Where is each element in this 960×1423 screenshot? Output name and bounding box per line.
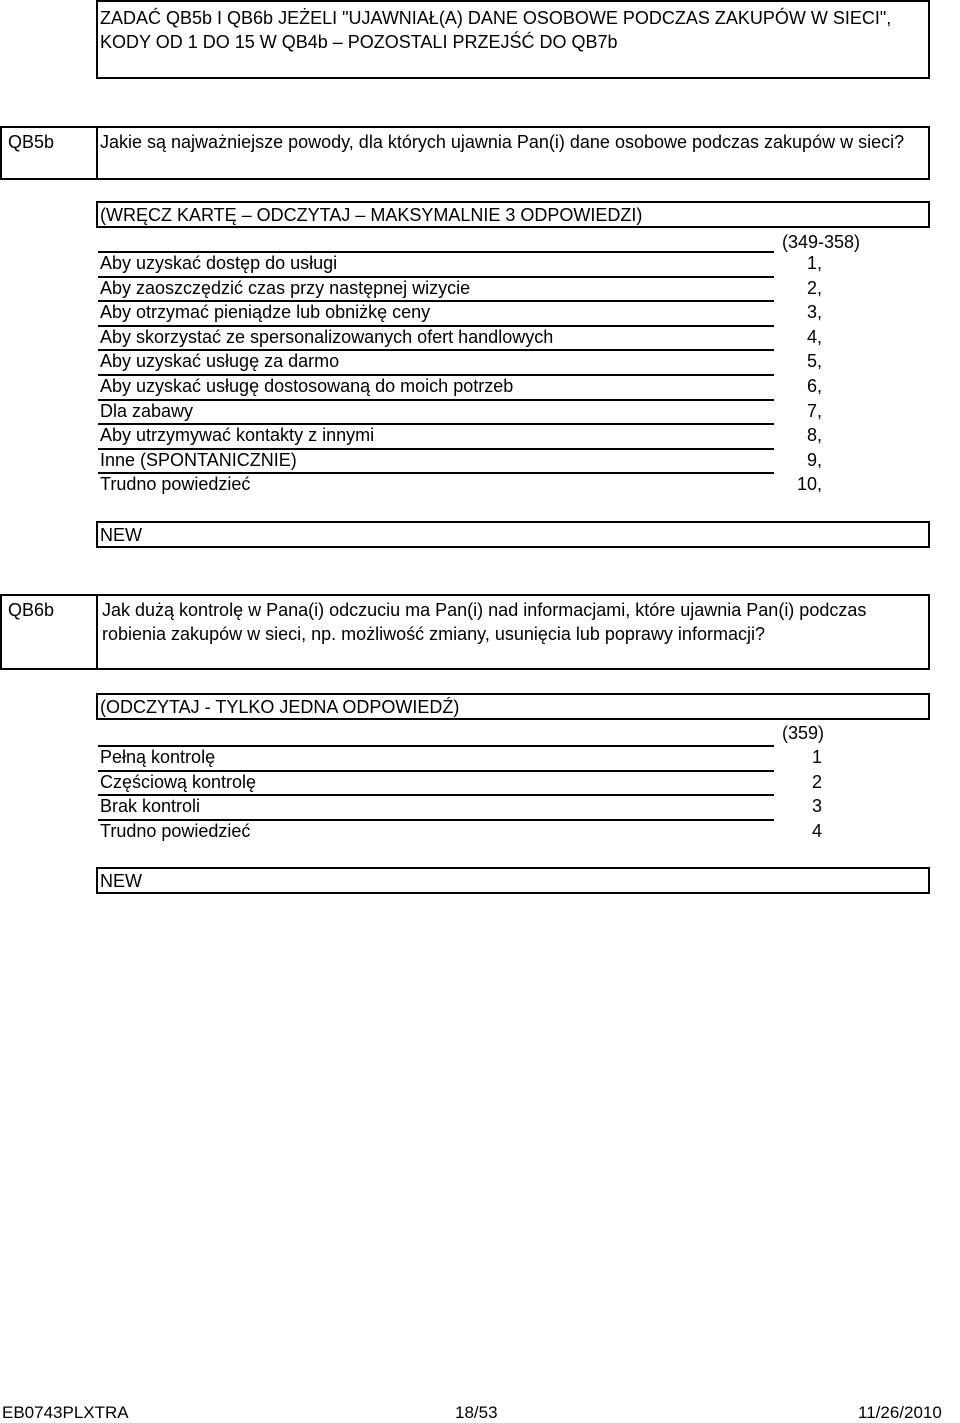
footer-page-number: 18/53 <box>455 1403 498 1422</box>
qb6b-id-cell <box>0 594 98 670</box>
qb6b-option-code: 3 <box>811 796 822 817</box>
instruction-box <box>96 0 930 79</box>
qb6b-option-code: 1 <box>811 747 822 767</box>
qb5b-option-label: Aby skorzystać ze spersonalizowanych ofert handlowych <box>100 326 554 347</box>
qb5b-option-label: Aby uzyskać usługę za darmo <box>100 351 340 372</box>
qb5b-instruction: (WRĘCZ KARTĘ – ODCZYTAJ – MAKSYMALNIE 3 ODPOWIEDZI) <box>100 205 643 225</box>
qb5b-option-label: Aby otrzymać pieniądze lub obniżkę ceny <box>100 302 431 323</box>
qb5b-option-code: 10, <box>796 474 822 495</box>
qb5b-option-code: 5, <box>806 351 822 372</box>
qb5b-option-label: Inne (SPONTANICZNIE) <box>100 449 297 470</box>
qb6b-id: QB6b <box>8 600 55 620</box>
qb5b-new-label: NEW <box>100 525 142 545</box>
qb6b-option-label: Pełną kontrolę <box>100 747 216 767</box>
qb5b-new-bar <box>96 521 930 548</box>
qb5b-option-code: 3, <box>806 302 822 323</box>
qb5b-option-code: 1, <box>806 253 822 273</box>
qb6b-option-label: Częściową kontrolę <box>100 771 257 792</box>
qb6b-option-code: 2 <box>811 771 822 792</box>
qb5b-option-code: 2, <box>806 277 822 298</box>
qb5b-column-range: (349-358) <box>781 232 860 252</box>
qb5b-option-label: Dla zabawy <box>100 400 194 421</box>
qb5b-option-label: Aby uzyskać dostęp do usługi <box>100 253 338 273</box>
qb6b-instruction-bar <box>96 693 930 720</box>
footer-date: 11/26/2010 <box>858 1403 942 1422</box>
footer-document-id: EB0743PLXTRA <box>2 1403 129 1422</box>
qb6b-new-label: NEW <box>100 871 142 891</box>
qb6b-option-code: 4 <box>811 820 822 841</box>
qb5b-option-code: 9, <box>806 449 822 470</box>
qb6b-column-range: (359) <box>781 723 824 743</box>
qb5b-option-label: Trudno powiedzieć <box>100 474 251 495</box>
qb5b-id: QB5b <box>8 132 55 152</box>
qb6b-option-label: Brak kontroli <box>100 796 201 817</box>
qb5b-question-cell <box>96 126 930 180</box>
qb5b-question: Jakie są najważniejsze powody, dla których ujawnia Pan(i) dane osobowe podczas zakupów w sieci? <box>100 132 905 152</box>
qb5b-instruction-bar <box>96 201 930 228</box>
instruction-text: ZADAĆ QB5b I QB6b JEŻELI "UJAWNIAŁ(A) DANE OSOBOWE PODCZAS ZAKUPÓW W SIECI", KODY OD 1 DO 15 W QB4b – POZOSTALI PRZEJŚĆ DO QB7b <box>100 8 892 52</box>
qb5b-option-code: 7, <box>806 400 822 421</box>
qb5b-id-cell <box>0 126 98 180</box>
qb6b-question-cell <box>96 594 930 670</box>
qb5b-option-label: Aby uzyskać usługę dostosowaną do moich potrzeb <box>100 376 514 396</box>
qb6b-option-label: Trudno powiedzieć <box>100 820 251 841</box>
qb5b-option-code: 6, <box>806 376 822 396</box>
qb6b-instruction: (ODCZYTAJ - TYLKO JEDNA ODPOWIEDŹ) <box>100 697 460 717</box>
qb5b-option-code: 4, <box>806 326 822 347</box>
qb5b-option-label: Aby utrzymywać kontakty z innymi <box>100 425 375 446</box>
qb5b-option-rule <box>98 399 774 401</box>
qb6b-new-bar <box>96 867 930 894</box>
qb5b-option-label: Aby zaoszczędzić czas przy następnej wizycie <box>100 277 471 298</box>
qb5b-option-code: 8, <box>806 425 822 446</box>
qb6b-question: Jak dużą kontrolę w Pana(i) odczuciu ma Pan(i) nad informacjami, które ujawnia Pan(i) podczas robienia zakupów w sieci, np. możliwość zmiany, usunięcia lub poprawy informacji? <box>102 600 867 644</box>
